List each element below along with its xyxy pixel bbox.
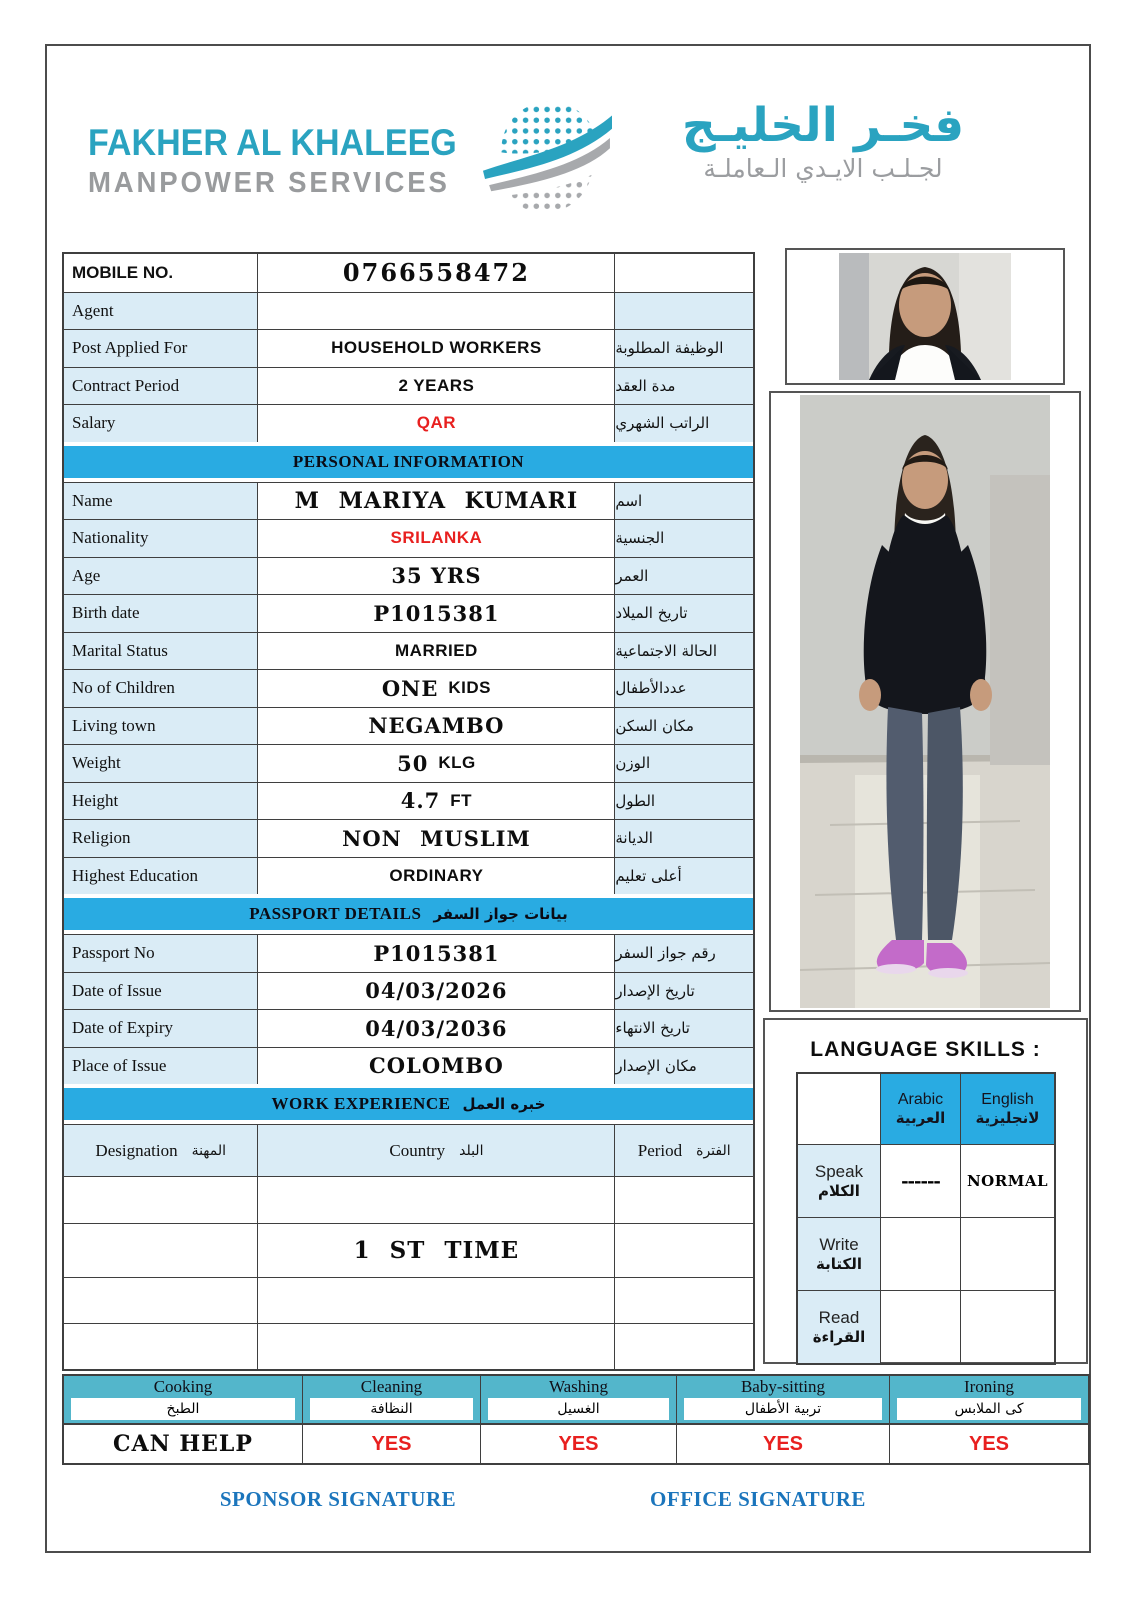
date-of-issue-arabic: تاريخ الإصدار — [615, 973, 753, 1010]
write-row — [798, 1217, 1054, 1290]
education-row — [64, 857, 753, 895]
passport-details-title: PASSPORT DETAILS — [249, 904, 422, 923]
weight-row — [64, 744, 753, 782]
applicant-headshot-photo — [785, 248, 1065, 385]
read-english-value — [960, 1290, 1054, 1363]
personal-information-title: PERSONAL INFORMATION — [292, 451, 525, 471]
washing-header — [480, 1376, 676, 1423]
washing-value: YES — [558, 1432, 599, 1455]
period-header-arabic: الفترة — [696, 1142, 731, 1159]
birth-date-arabic: تاريخ الميلاد — [615, 595, 753, 632]
weight-unit: KLG — [438, 753, 476, 773]
household-skills-table — [62, 1374, 1090, 1465]
passport-no-label: Passport No — [64, 935, 257, 972]
arabic-header-label: Arabic — [897, 1091, 944, 1108]
religion-arabic: الديانة — [615, 820, 753, 857]
speak-label: Speak — [814, 1162, 864, 1181]
language-header-row — [798, 1074, 1054, 1144]
education-label: Highest Education — [64, 858, 257, 895]
baby-sitting-label-arabic: تربية الأطفال — [684, 1398, 882, 1420]
post-applied-value: HOUSEHOLD WORKERS — [331, 338, 542, 358]
wx3-period — [615, 1278, 753, 1323]
height-unit: FT — [450, 790, 473, 810]
speak-row — [798, 1144, 1054, 1217]
birth-date-value: P1015381 — [373, 600, 500, 626]
applicant-data-table — [62, 252, 755, 1371]
write-english-value — [960, 1217, 1054, 1290]
mobile-row — [64, 254, 753, 292]
agent-arabic — [615, 293, 753, 330]
date-of-expiry-label: Date of Expiry — [64, 1010, 257, 1047]
cleaning-header — [302, 1376, 480, 1423]
date-of-issue-label: Date of Issue — [64, 973, 257, 1010]
work-experience-row-4 — [64, 1323, 753, 1369]
age-row — [64, 557, 753, 595]
work-experience-title-arabic: خبره العمل — [462, 1095, 546, 1113]
date-of-expiry-row — [64, 1009, 753, 1047]
height-row — [64, 782, 753, 820]
country-header-label: Country — [389, 1140, 446, 1160]
write-label-arabic: الكتابة — [816, 1255, 862, 1273]
mobile-empty-cell — [615, 254, 753, 292]
write-arabic-value — [880, 1217, 960, 1290]
marital-status-arabic: الحالة الاجتماعية — [615, 633, 753, 670]
passport-no-value: P1015381 — [373, 940, 500, 966]
cooking-value: CAN HELP — [113, 1431, 253, 1457]
children-value-unit: KIDS — [448, 678, 491, 698]
wx3-designation — [64, 1278, 257, 1323]
designation-column-header — [64, 1125, 257, 1176]
mobile-value: 0766558472 — [342, 258, 530, 288]
cleaning-label-arabic: النظافة — [310, 1398, 473, 1420]
arabic-header-arabic: العربية — [895, 1109, 946, 1127]
ironing-value: YES — [968, 1432, 1010, 1455]
designation-header-arabic: المهنة — [191, 1142, 227, 1159]
brand-block-arabic — [628, 100, 1018, 183]
name-row — [64, 482, 753, 520]
name-value: M MARIYA KUMARI — [294, 487, 579, 514]
sponsor-signature-label: SPONSOR SIGNATURE — [219, 1487, 457, 1511]
wx1-country — [257, 1177, 615, 1223]
write-label: Write — [819, 1235, 859, 1254]
speak-label-arabic: الكلام — [818, 1182, 860, 1200]
marital-status-value: MARRIED — [395, 640, 478, 660]
brand-subtitle: MANPOWER SERVICES — [88, 167, 450, 199]
education-arabic: أعلى تعليم — [615, 858, 753, 895]
agent-label: Agent — [64, 293, 257, 330]
living-town-label: Living town — [64, 708, 257, 745]
cleaning-label: Cleaning — [360, 1377, 423, 1396]
passport-no-arabic: رقم جواز السفر — [615, 935, 753, 972]
speak-arabic-value: ------ — [901, 1170, 940, 1192]
applicant-fullbody-photo — [769, 391, 1081, 1012]
marital-status-label: Marital Status — [64, 633, 257, 670]
language-header-blank-cell — [798, 1074, 880, 1144]
religion-row — [64, 819, 753, 857]
work-experience-row-3 — [64, 1277, 753, 1323]
nationality-label: Nationality — [64, 520, 257, 557]
work-experience-row-1 — [64, 1176, 753, 1223]
age-label: Age — [64, 558, 257, 595]
work-experience-title: WORK EXPERIENCE — [271, 1094, 451, 1113]
read-label: Read — [818, 1308, 860, 1327]
designation-header-label: Designation — [95, 1140, 178, 1160]
salary-row — [64, 404, 753, 442]
cooking-label: Cooking — [153, 1377, 213, 1396]
personal-information-band — [64, 446, 753, 478]
cleaning-value: YES — [371, 1432, 412, 1455]
contract-period-row — [64, 367, 753, 405]
language-skills-section — [763, 1018, 1088, 1364]
salary-value: QAR — [416, 413, 457, 433]
work-experience-header-row — [64, 1124, 753, 1176]
weight-arabic: الوزن — [615, 745, 753, 782]
living-town-arabic: مكان السكن — [615, 708, 753, 745]
nationality-arabic: الجنسية — [615, 520, 753, 557]
washing-label-arabic: الغسيل — [488, 1398, 669, 1420]
education-value: ORDINARY — [389, 865, 484, 885]
nationality-row — [64, 519, 753, 557]
contract-period-value: 2 YEARS — [398, 375, 475, 395]
wx1-designation — [64, 1177, 257, 1223]
wx2-designation — [64, 1224, 257, 1277]
baby-sitting-header — [676, 1376, 889, 1423]
brand-block-english — [88, 122, 468, 200]
post-applied-arabic: الوظيفة المطلوبة — [615, 330, 753, 367]
cooking-label-arabic: الطبخ — [71, 1398, 295, 1420]
contract-period-label: Contract Period — [64, 368, 257, 405]
salary-arabic: الراتب الشهري — [615, 405, 753, 442]
birth-date-row — [64, 594, 753, 632]
height-label: Height — [64, 783, 257, 820]
date-of-issue-value: 04/03/2026 — [365, 978, 508, 1004]
post-applied-label: Post Applied For — [64, 330, 257, 367]
children-label: No of Children — [64, 670, 257, 707]
contract-period-arabic: مدة العقد — [615, 368, 753, 405]
country-column-header — [257, 1125, 615, 1176]
read-row — [798, 1290, 1054, 1363]
speak-english-value: NORMAL — [966, 1172, 1049, 1190]
work-experience-band — [64, 1088, 753, 1120]
height-value: 4.7 — [400, 788, 441, 814]
brand-name-arabic: فخـر الخليـج — [681, 98, 965, 153]
salary-label: Salary — [64, 405, 257, 442]
weight-value: 50 — [397, 750, 429, 776]
marital-status-row — [64, 632, 753, 670]
arabic-column-header — [880, 1074, 960, 1144]
ironing-header — [889, 1376, 1088, 1423]
ironing-label-arabic: كى الملابس — [897, 1398, 1081, 1420]
english-column-header — [960, 1074, 1054, 1144]
ironing-label: Ironing — [963, 1377, 1015, 1396]
date-of-expiry-value: 04/03/2036 — [365, 1015, 508, 1041]
name-label: Name — [64, 483, 257, 520]
age-value: 35 YRS — [391, 563, 482, 589]
height-arabic: الطول — [615, 783, 753, 820]
wx1-period — [615, 1177, 753, 1223]
religion-label: Religion — [64, 820, 257, 857]
english-header-arabic: لانجليزية — [975, 1109, 1040, 1127]
work-experience-row-2 — [64, 1223, 753, 1277]
passport-details-title-arabic: بيانات جواز السفر — [433, 905, 568, 923]
wx2-period — [615, 1224, 753, 1277]
mobile-label: MOBILE NO. — [64, 254, 257, 292]
birth-date-label: Birth date — [64, 595, 257, 632]
baby-sitting-value: YES — [762, 1432, 804, 1455]
globe-dots-logo-icon — [478, 95, 618, 223]
office-signature-label: OFFICE SIGNATURE — [650, 1487, 866, 1511]
skills-values-row — [64, 1423, 1088, 1463]
read-label-arabic: القراءة — [812, 1328, 866, 1346]
children-value: ONE — [381, 675, 439, 701]
language-skills-table — [796, 1072, 1056, 1365]
children-row — [64, 669, 753, 707]
weight-label: Weight — [64, 745, 257, 782]
period-header-label: Period — [637, 1140, 683, 1160]
brand-name: FAKHER AL KHALEEG — [88, 122, 457, 163]
skills-header-row — [64, 1376, 1088, 1423]
date-of-expiry-arabic: تاريخ الانتهاء — [615, 1010, 753, 1047]
wx4-country — [257, 1324, 615, 1369]
wx3-country — [257, 1278, 615, 1323]
date-of-issue-row — [64, 972, 753, 1010]
post-applied-row — [64, 329, 753, 367]
wx2-country: 1 ST TIME — [353, 1237, 520, 1264]
cooking-header — [64, 1376, 302, 1423]
agent-row — [64, 292, 753, 330]
nationality-value: SRILANKA — [390, 528, 483, 548]
place-of-issue-label: Place of Issue — [64, 1048, 257, 1085]
washing-label: Washing — [548, 1377, 609, 1396]
place-of-issue-row — [64, 1047, 753, 1085]
period-column-header — [615, 1125, 753, 1176]
country-header-arabic: البلد — [459, 1142, 484, 1159]
age-arabic: العمر — [615, 558, 753, 595]
place-of-issue-arabic: مكان الإصدار — [615, 1048, 753, 1085]
place-of-issue-value: COLOMBO — [369, 1053, 504, 1079]
language-skills-title: LANGUAGE SKILLS : — [810, 1038, 1041, 1061]
baby-sitting-label: Baby-sitting — [740, 1377, 826, 1396]
children-arabic: عددالأطفال — [615, 670, 753, 707]
wx4-period — [615, 1324, 753, 1369]
brand-subtitle-arabic: لجـلـب الايـدي الـعاملـة — [703, 153, 943, 183]
english-header-label: English — [981, 1091, 1034, 1108]
passport-no-row — [64, 934, 753, 972]
living-town-value: NEGAMBO — [368, 713, 505, 739]
religion-value: NON MUSLIM — [342, 825, 531, 851]
passport-details-band — [64, 898, 753, 930]
read-arabic-value — [880, 1290, 960, 1363]
name-arabic: اسم — [615, 483, 753, 520]
wx4-designation — [64, 1324, 257, 1369]
living-town-row — [64, 707, 753, 745]
